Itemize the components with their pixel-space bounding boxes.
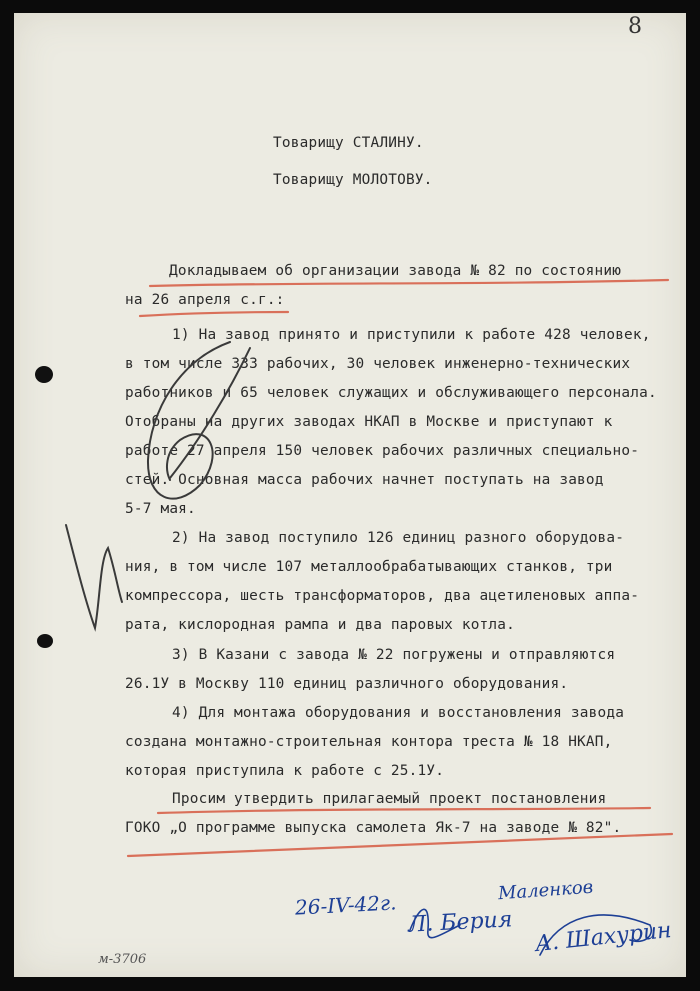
item-1-line-2: в том числе 333 рабочих, 30 человек инженерно-технических: [125, 356, 631, 372]
item-3-line-1: 3) В Казани с завода № 22 погружены и отправляются: [172, 647, 616, 663]
item-2-line-1: 2) На завод поступило 126 единиц разного оборудова-: [172, 530, 625, 546]
addressee-stalin: Товарищу СТАЛИНУ.: [273, 135, 424, 151]
item-2-line-4: рата, кислородная рампа и два паровых котла.: [125, 617, 516, 633]
item-3-line-2: 26.1У в Москву 110 единиц различного оборудования.: [125, 676, 569, 692]
item-1-line-4: Отобраны на других заводах НКАП в Москве и приступают к: [125, 414, 613, 430]
signature-shakhurin: А. Шахурин: [534, 917, 673, 958]
item-2-line-2: ния, в том числе 107 металлообрабатывающих станков, три: [125, 559, 613, 575]
archive-mark: м-3706: [98, 952, 147, 967]
request-line-1: Просим утвердить прилагаемый проект постановления: [172, 791, 607, 807]
signature-malenkov: Маленков: [497, 876, 594, 905]
intro-line-2: на 26 апреля с.г.:: [125, 292, 285, 308]
page-number: 8: [628, 14, 642, 39]
item-1-line-3: работников и 65 человек служащих и обслуживающего персонала.: [125, 385, 657, 401]
item-1-line-6: стей. Основная масса рабочих начнет поступать на завод: [125, 472, 604, 488]
item-4-line-2: создана монтажно-строительная контора треста № 18 НКАП,: [125, 734, 613, 750]
handwritten-date: 26-IV-42г.: [294, 890, 397, 920]
punch-hole-bottom: [37, 634, 53, 648]
item-4-line-1: 4) Для монтажа оборудования и восстановления завода: [172, 705, 625, 721]
intro-line-1: Докладываем об организации завода № 82 по состоянию: [169, 263, 622, 279]
item-1-line-7: 5-7 мая.: [125, 501, 196, 517]
item-1-line-1: 1) На завод принято и приступили к работе 428 человек,: [172, 327, 651, 343]
signature-beria: Л. Берия: [407, 907, 513, 938]
item-1-line-5: работе 27 апреля 150 человек рабочих различных специально-: [125, 443, 640, 459]
item-4-line-3: которая приступила к работе с 25.1У.: [125, 763, 445, 779]
item-2-line-3: компрессора, шесть трансформаторов, два ацетиленовых аппа-: [125, 588, 640, 604]
addressee-molotov: Товарищу МОЛОТОВУ.: [273, 172, 433, 188]
request-line-2: ГОКО „О программе выпуска самолета Як-7 на заводе № 82".: [125, 820, 622, 836]
punch-hole-top: [35, 366, 53, 383]
